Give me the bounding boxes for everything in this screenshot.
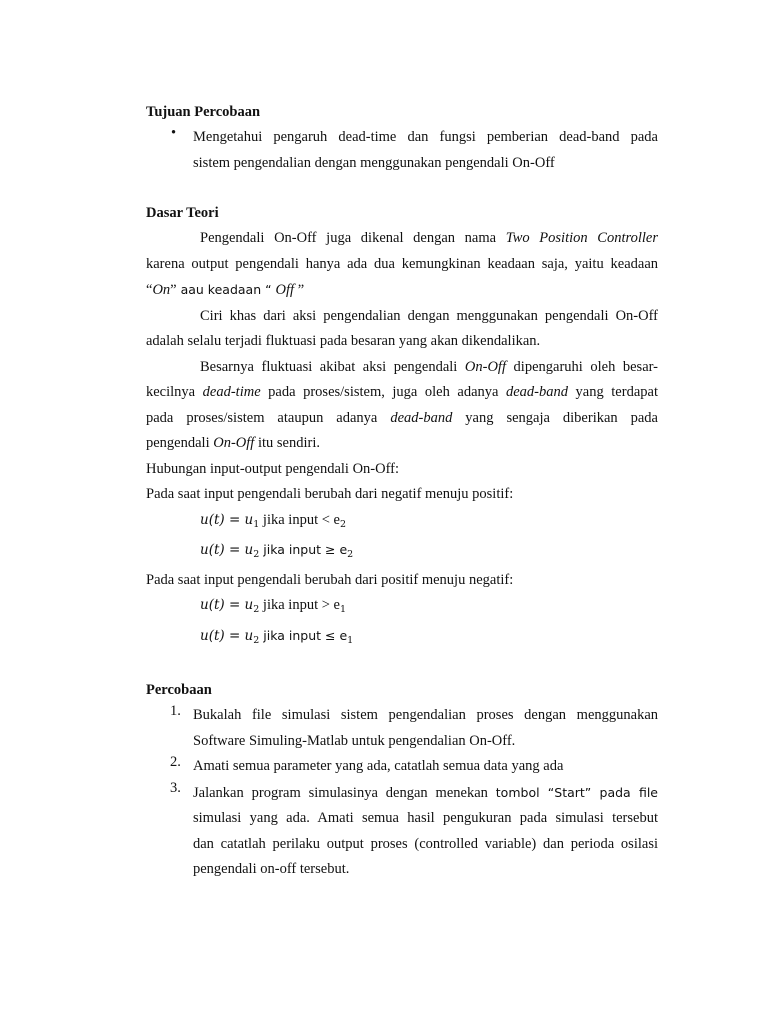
hubungan-line: Hubungan input-output pengendali On-Off: [146, 460, 400, 477]
bullet-line-2: sistem pengendalian dengan menggunakan pengendali On-Off [193, 154, 555, 171]
case-2-line: Pada saat input pengendali berubah dari positif menuju negatif: [146, 571, 514, 588]
list-item-3: 3. Jalankan program simulasinya dengan menekan tombol “Start” pada file simulasi yang ada. Amati semua hasil pengukuran pada simulasi tersebut dan catatlah perilaku output proses (controlled variable) dan perioda osilasi pengendali on-off tersebut. [170, 779, 658, 877]
paragraph-3-line-3: pada proses/sistem ataupun adanya dead-band yang sengaja diberikan pada [146, 409, 658, 426]
paragraph-3-line-1: Besarnya fluktuasi akibat aksi pengendali On-Off dipengaruhi oleh besar- [200, 358, 659, 375]
paragraph-2-line-1: Ciri khas dari aksi pengendalian dengan menggunakan pengendali On-Off [200, 307, 658, 324]
bullet-line-1: Mengetahui pengaruh dead-time dan fungsi pemberian dead-band pada [193, 129, 658, 145]
document-page [146, 100, 658, 883]
paragraph-1-line-2: karena output pengendali hanya ada dua kemungkinan keadaan saja, yaitu keadaan [146, 255, 658, 272]
paragraph-3-line-4: pengendali On-Off itu sendiri. [146, 435, 320, 451]
bullet-item [146, 125, 658, 176]
paragraph-1-line-1: Pengendali On-Off juga dikenal dengan nama Two Position Controller [200, 230, 658, 246]
equation-1: $u(t) = u_1$ jika input < $e_2$ [200, 511, 347, 530]
bullet-icon: • [171, 125, 177, 141]
paragraph-2-line-2: adalah selalu terjadi fluktuasi pada besaran yang akan dikendalikan. [146, 333, 541, 349]
heading-percobaan: Percobaan [146, 682, 212, 698]
list-item-2: 2. Amati semua parameter yang ada, catatlah semua data yang ada [170, 754, 564, 774]
equation-3: $u(t) = u_2$ jika input > $e_1$ [200, 597, 347, 615]
list-item-1: 1. Bukalah file simulasi sistem pengendalian proses dengan menggunakan Software Simuling-Matlab untuk pengendalian On-Off. [170, 703, 658, 749]
equation-4: $u(t) = u_2$ jika input ≤ $e_1$ [200, 627, 354, 646]
paragraph-3-line-2: kecilnya dead-time pada proses/sistem, juga oleh adanya dead-band yang terdapat [146, 384, 658, 400]
case-1-line: Pada saat input pengendali berubah dari negatif menuju positif: [146, 486, 514, 502]
paragraph-1-line-3: “On” aau keadaan “ Off ” [146, 282, 305, 298]
equation-2: $u(t) = u_2$ jika input ≥ $e_2$ [200, 542, 354, 560]
heading-tujuan: Tujuan Percobaan [146, 104, 261, 120]
heading-dasar-teori: Dasar Teori [146, 205, 219, 221]
